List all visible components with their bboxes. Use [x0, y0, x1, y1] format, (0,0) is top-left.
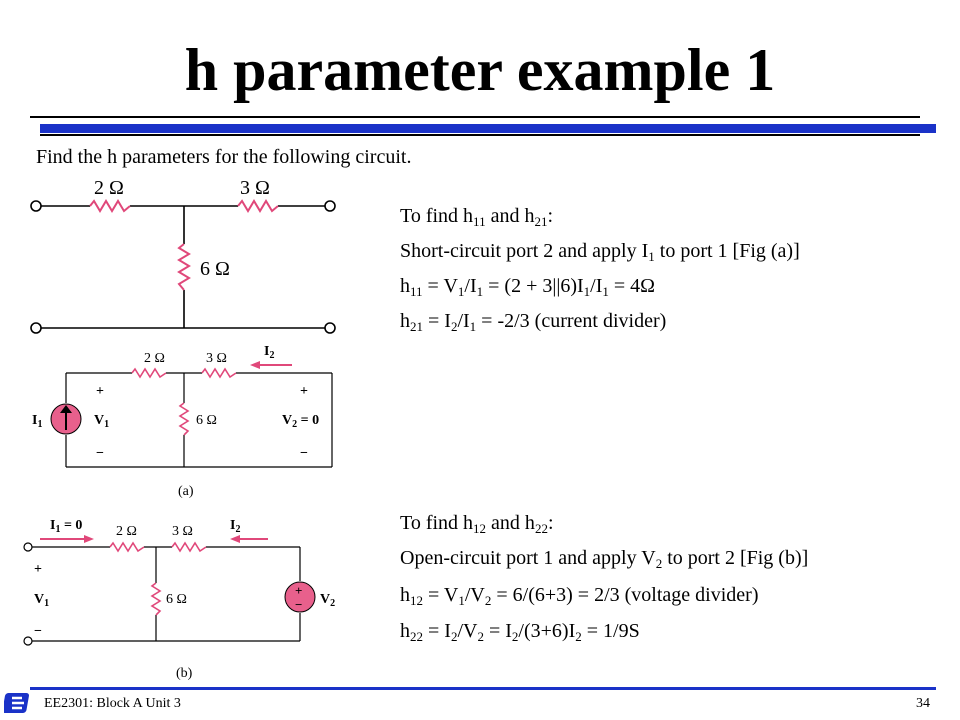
fig-a-resistor-6-ohm — [180, 403, 188, 435]
footer-course: EE2301: Block A Unit 3 — [44, 696, 181, 711]
fig-b-caption: (b) — [176, 666, 193, 681]
label-3-ohm: 3 Ω — [240, 177, 270, 199]
fig-b-resistor-2-ohm — [110, 543, 144, 551]
slide-title: h parameter example 1 — [184, 37, 776, 103]
block-b-line-3: $h_{12} = V_1/V_2 = 6/(6+3) = 2/3$ (voltage divider) — [400, 584, 759, 608]
fig-b-v1-minus: − — [34, 624, 42, 639]
block-a-line-3: $h_{11} = V_1/I_1 = (2 + 3||6)I_1/I_1 = 4\Omega$ — [400, 275, 656, 299]
block-b-line-4: $h_{22} = I_2/V_2 = I_2/(3+6)I_2 = 1/9S$ — [400, 620, 640, 644]
fig-a-resistor-3-ohm — [202, 369, 236, 377]
label-6-ohm: 6 Ω — [200, 258, 230, 280]
fig-a-label-2-ohm: 2 Ω — [144, 351, 165, 366]
fig-b-label-v1: $V_1$ — [34, 592, 50, 609]
fig-b-label-6-ohm: 6 Ω — [166, 592, 187, 607]
block-a-line-2: Short-circuit port 2 and apply $I_1$ to port 1 [Fig (a)] — [400, 240, 800, 264]
fig-b-label-i1: $I_1 = 0$ — [50, 518, 83, 535]
block-b-line-1: To find $h_{12}$ and $h_{22}$: — [400, 512, 554, 536]
fig-a-label-v1: $V_1$ — [94, 413, 110, 430]
block-a-line-1: To find $h_{11}$ and $h_{21}$: — [400, 205, 554, 229]
fig-b-source-plus: + — [295, 583, 303, 598]
fig-b-resistor-6-ohm — [152, 583, 160, 615]
fig-b-label-v2: $V_2$ — [320, 592, 336, 609]
title-rule-accent — [40, 124, 936, 133]
circuit-figure-a — [20, 335, 350, 500]
resistor-6-ohm — [179, 244, 189, 290]
fig-b-source-minus: − — [295, 597, 303, 612]
resistor-3-ohm — [238, 201, 278, 211]
footer-page-number: 34 — [916, 696, 930, 711]
fig-a-v2-minus: − — [300, 446, 308, 461]
terminal-2-top — [325, 201, 335, 211]
title-rule-top — [30, 116, 920, 118]
fig-b-label-i2: $I_2$ — [230, 518, 241, 535]
i1-arrow-icon — [84, 535, 94, 543]
terminal-2-bottom — [325, 323, 335, 333]
fig-a-v1-plus: + — [96, 384, 104, 399]
intro-text: Find the h parameters for the following circuit. — [36, 146, 412, 168]
fig-b-v1-plus: + — [34, 562, 42, 577]
main-circuit-diagram — [26, 168, 356, 338]
fig-a-label-i2: $I_2$ — [264, 344, 275, 361]
terminal-1-top — [31, 201, 41, 211]
circuit-figure-b — [20, 505, 350, 685]
fig-b-label-2-ohm: 2 Ω — [116, 524, 137, 539]
block-a-line-4: $h_{21} = I_2/I_1 = -2/3$ (current divider) — [400, 310, 667, 334]
fig-a-label-i1: $I_1$ — [32, 413, 43, 430]
title-rule-bottom — [40, 134, 920, 136]
fig-a-label-3-ohm: 3 Ω — [206, 351, 227, 366]
resistor-2-ohm — [90, 201, 130, 211]
fig-b-terminal-1-bottom — [24, 637, 32, 645]
terminal-1-bottom — [31, 323, 41, 333]
university-logo-icon — [4, 690, 34, 716]
footer-rule — [30, 687, 936, 690]
fig-a-label-v2: $V_2 = 0$ — [282, 413, 320, 430]
fig-a-label-6-ohm: 6 Ω — [196, 413, 217, 428]
block-b-line-2: Open-circuit port 1 and apply $V_2$ to port 2 [Fig (b)] — [400, 547, 809, 571]
i2-arrow-icon — [250, 361, 260, 369]
fig-a-v1-minus: − — [96, 446, 104, 461]
fig-a-v2-plus: + — [300, 384, 308, 399]
fig-a-caption: (a) — [178, 484, 194, 499]
fig-a-resistor-2-ohm — [132, 369, 166, 377]
fig-b-label-3-ohm: 3 Ω — [172, 524, 193, 539]
fig-b-resistor-3-ohm — [172, 543, 206, 551]
fig-b-terminal-1-top — [24, 543, 32, 551]
fig-b-i2-arrow-icon — [230, 535, 240, 543]
label-2-ohm: 2 Ω — [94, 177, 124, 199]
